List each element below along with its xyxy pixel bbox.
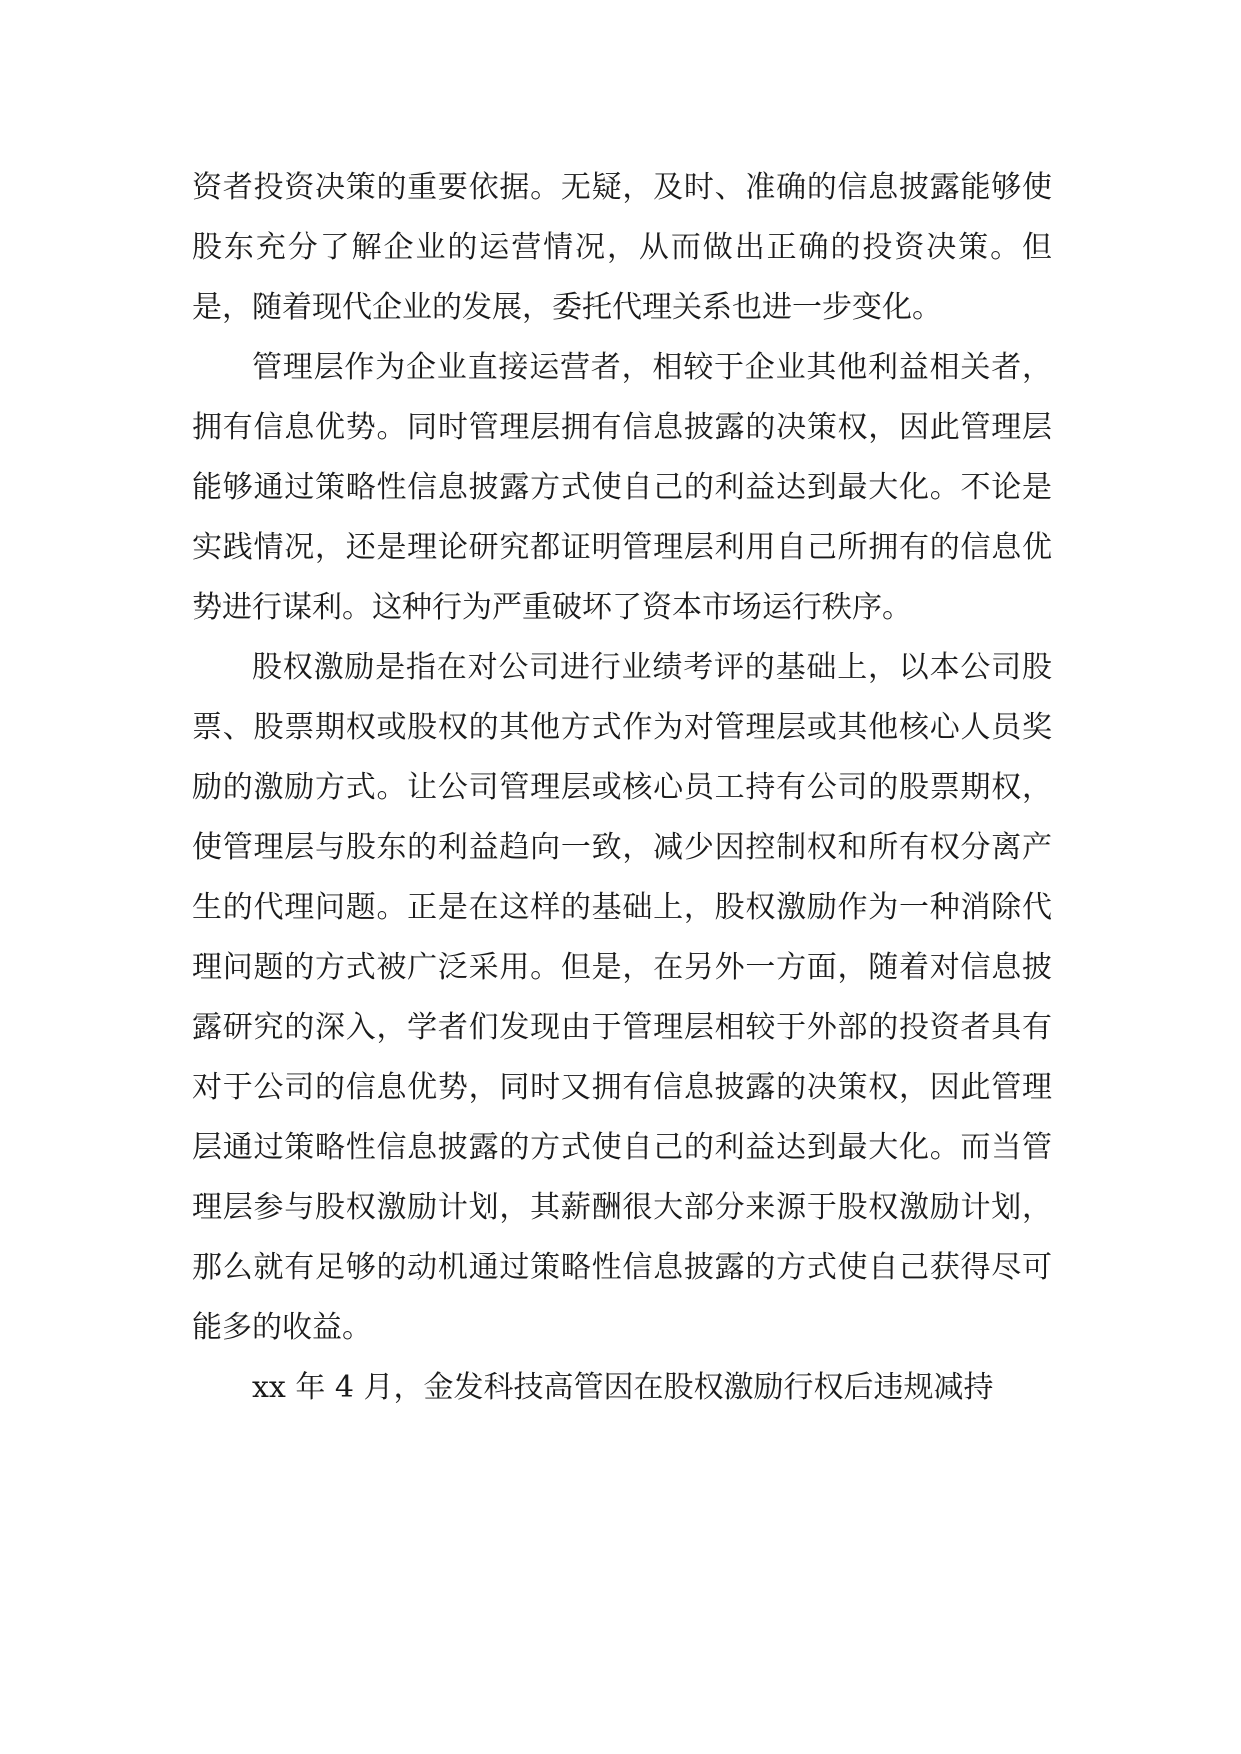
paragraph-4: xx 年 4 月，金发科技高管因在股权激励行权后违规减持 (252, 1370, 994, 1405)
document-body (192, 158, 1052, 1418)
paragraph-3: 股权激励是指在对公司进行业绩考评的基础上，以本公司股票、股票期权或股权的其他方式作为对管理层或其他核心人员奖励的激励方式。让公司管理层或核心员工持有公司的股票期权，使管理层与股东的利益趋向一致，减少因控制权和所有权分离产生的代理问题。正是在这样的基础上，股权激励作为一种消除代理问题的方式被广泛采用。但是，在另外一方面，随着对信息披露研究的深入，学者们发现由于管理层相较于外部的投资者具有对于公司的信息优势，同时又拥有信息披露的决策权，因此管理层通过策略性信息披露的方式使自己的利益达到最大化。而当管理层参与股权激励计划，其薪酬很大部分来源于股权激励计划，那么就有足够的动机通过策略性信息披露的方式使自己获得尽可能多的收益。 (192, 650, 1052, 1345)
paragraph-2: 管理层作为企业直接运营者，相较于企业其他利益相关者，拥有信息优势。同时管理层拥有信息披露的决策权，因此管理层能够通过策略性信息披露方式使自己的利益达到最大化。不论是实践情况，还是理论研究都证明管理层利用自己所拥有的信息优势进行谋利。这种行为严重破坏了资本市场运行秩序。 (192, 350, 1052, 625)
paragraph-1: 资者投资决策的重要依据。无疑，及时、准确的信息披露能够使股东充分了解企业的运营情况，从而做出正确的投资决策。但是，随着现代企业的发展，委托代理关系也进一步变化。 (192, 170, 1052, 325)
